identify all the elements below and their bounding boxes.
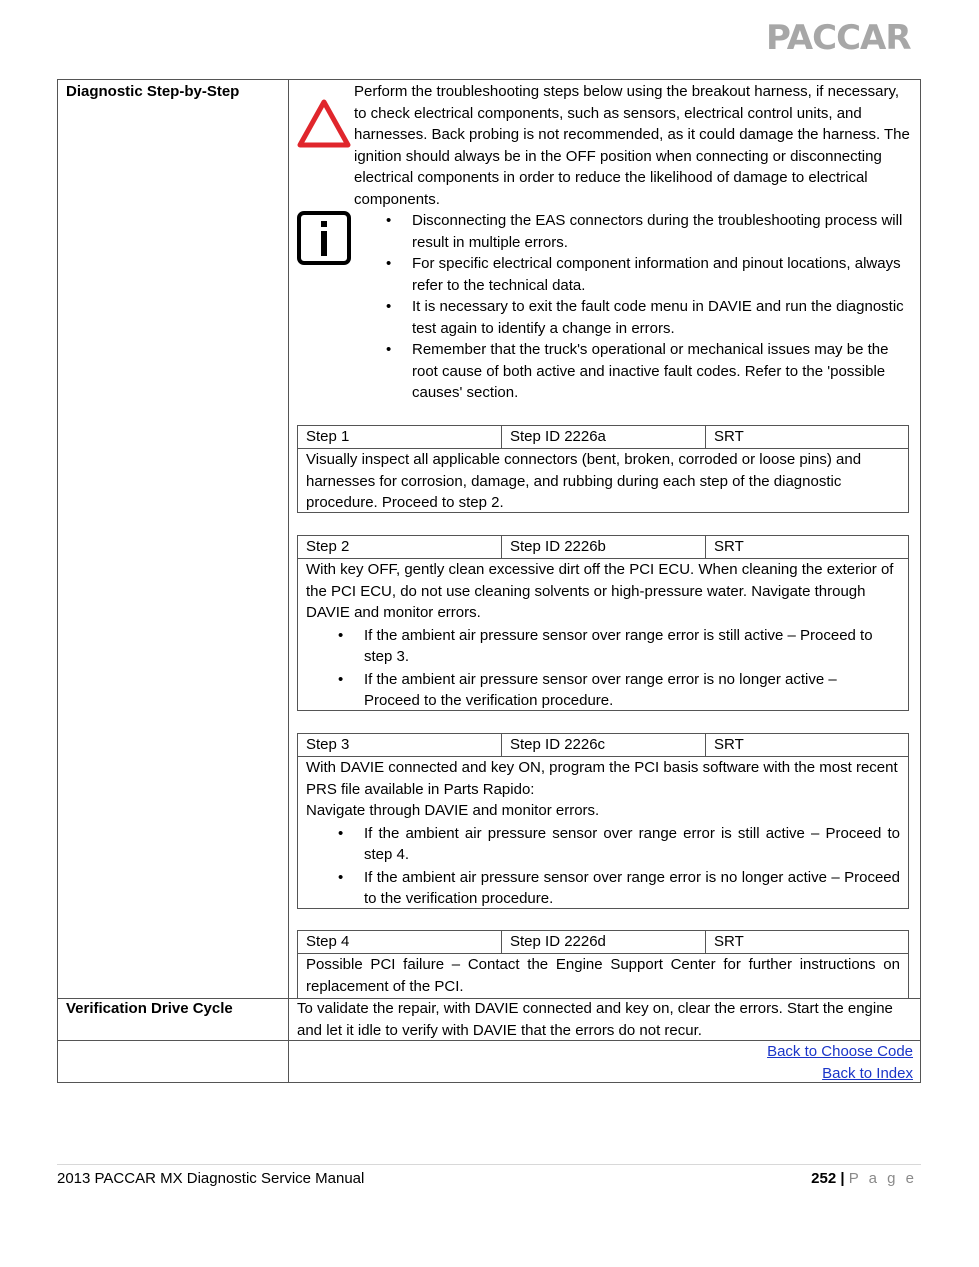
step-text: With key OFF, gently clean excessive dirt off the PCI ECU. When cleaning the exterior of the PCI ECU, do not use cleaning solvents or high-pressure water. Navigate through DAVIE and monitor errors. bbox=[306, 561, 894, 621]
step-number: Step 3 bbox=[298, 734, 502, 756]
step-text-secondary: Navigate through DAVIE and monitor errors. bbox=[306, 802, 600, 819]
step-content bbox=[298, 559, 908, 712]
diagnostic-label: Diagnostic Step-by-Step bbox=[66, 83, 240, 100]
paccar-logo: PACCAR bbox=[766, 18, 911, 58]
footer-title: 2013 PACCAR MX Diagnostic Service Manual bbox=[57, 1170, 365, 1187]
list-item: • If the ambient air pressure sensor over range error is still active – Proceed to step 4. bbox=[364, 823, 900, 866]
page-number-block bbox=[811, 1168, 917, 1190]
procedure-table bbox=[57, 79, 921, 1083]
intro-bullet-list bbox=[412, 210, 912, 404]
list-item: • It is necessary to exit the fault code menu in DAVIE and run the diagnostic test again to identify a change in errors. bbox=[412, 296, 912, 339]
step-header bbox=[298, 931, 908, 954]
step-id: Step ID 2226d bbox=[502, 931, 706, 953]
list-item: • If the ambient air pressure sensor over range error is no longer active – Proceed to the verification procedure. bbox=[364, 669, 892, 712]
step-id: Step ID 2226c bbox=[502, 734, 706, 756]
srt-label: SRT bbox=[714, 428, 744, 445]
verification-text: To validate the repair, with DAVIE connected and key on, clear the errors. Start the engine and let it idle to verify with DAVIE that the errors do not recur. bbox=[297, 1000, 893, 1039]
list-item: • For specific electrical component information and pinout locations, always refer to the technical data. bbox=[412, 253, 912, 296]
srt-label: SRT bbox=[714, 933, 744, 950]
step-id: Step ID 2226b bbox=[502, 536, 706, 558]
page-separator: | bbox=[840, 1170, 845, 1187]
step-header bbox=[298, 426, 908, 449]
step-id: Step ID 2226a bbox=[502, 426, 706, 448]
navigation-links bbox=[767, 1041, 913, 1084]
list-item: • Remember that the truck's operational or mechanical issues may be the root cause of both active and inactive fault codes. Refer to the 'possible causes' section. bbox=[412, 339, 912, 404]
warning-paragraph: Perform the troubleshooting steps below using the breakout harness, if necessary, to check electrical components, such as sensors, electrical control units, and harnesses. Back probing is not recommended, as it could damage the harness. The ignition should always be in the OFF position when connecting or disconnecting electrical components in order to reduce the likelihood of damage to electrical components. bbox=[354, 83, 910, 208]
page-number: 252 bbox=[811, 1170, 837, 1187]
back-to-choose-code-link[interactable]: Back to Choose Code bbox=[767, 1043, 913, 1060]
step-header bbox=[298, 734, 908, 757]
step-number: Step 1 bbox=[298, 426, 502, 448]
warning-triangle-icon bbox=[296, 98, 352, 150]
page-word: P a g e bbox=[848, 1170, 917, 1187]
step-text: Visually inspect all applicable connectors (bent, broken, corroded or loose pins) and harnesses for corrosion, damage, and rubbing during each step of the diagnostic procedure. Proceed to step 2. bbox=[306, 451, 862, 511]
step-3-box bbox=[297, 733, 909, 909]
step-number: Step 2 bbox=[298, 536, 502, 558]
step-text: With DAVIE connected and key ON, program the PCI basis software with the most recent PRS file available in Parts Rapido: bbox=[306, 759, 898, 798]
step-header bbox=[298, 536, 908, 559]
list-item: • If the ambient air pressure sensor over range error is still active – Proceed to step 3. bbox=[364, 625, 892, 668]
step-4-box bbox=[297, 930, 909, 998]
srt-label: SRT bbox=[714, 736, 744, 753]
srt-label: SRT bbox=[714, 538, 744, 555]
footer-divider bbox=[57, 1164, 921, 1165]
column-divider bbox=[288, 80, 289, 1082]
step-bullet-list bbox=[306, 625, 900, 712]
step-bullet-list bbox=[306, 823, 900, 910]
back-to-index-link[interactable]: Back to Index bbox=[822, 1064, 913, 1082]
list-item: • If the ambient air pressure sensor over range error is no longer active – Proceed to the verification procedure. bbox=[364, 867, 900, 910]
list-item: • Disconnecting the EAS connectors during the troubleshooting process will result in multiple errors. bbox=[412, 210, 912, 253]
step-number: Step 4 bbox=[298, 931, 502, 953]
step-1-box bbox=[297, 425, 909, 513]
step-content bbox=[298, 757, 908, 910]
info-icon bbox=[296, 210, 352, 266]
step-text: Possible PCI failure – Contact the Engine Support Center for further instructions on replacement of the PCI. bbox=[306, 956, 900, 995]
verification-label: Verification Drive Cycle bbox=[66, 1000, 233, 1017]
step-2-box bbox=[297, 535, 909, 711]
